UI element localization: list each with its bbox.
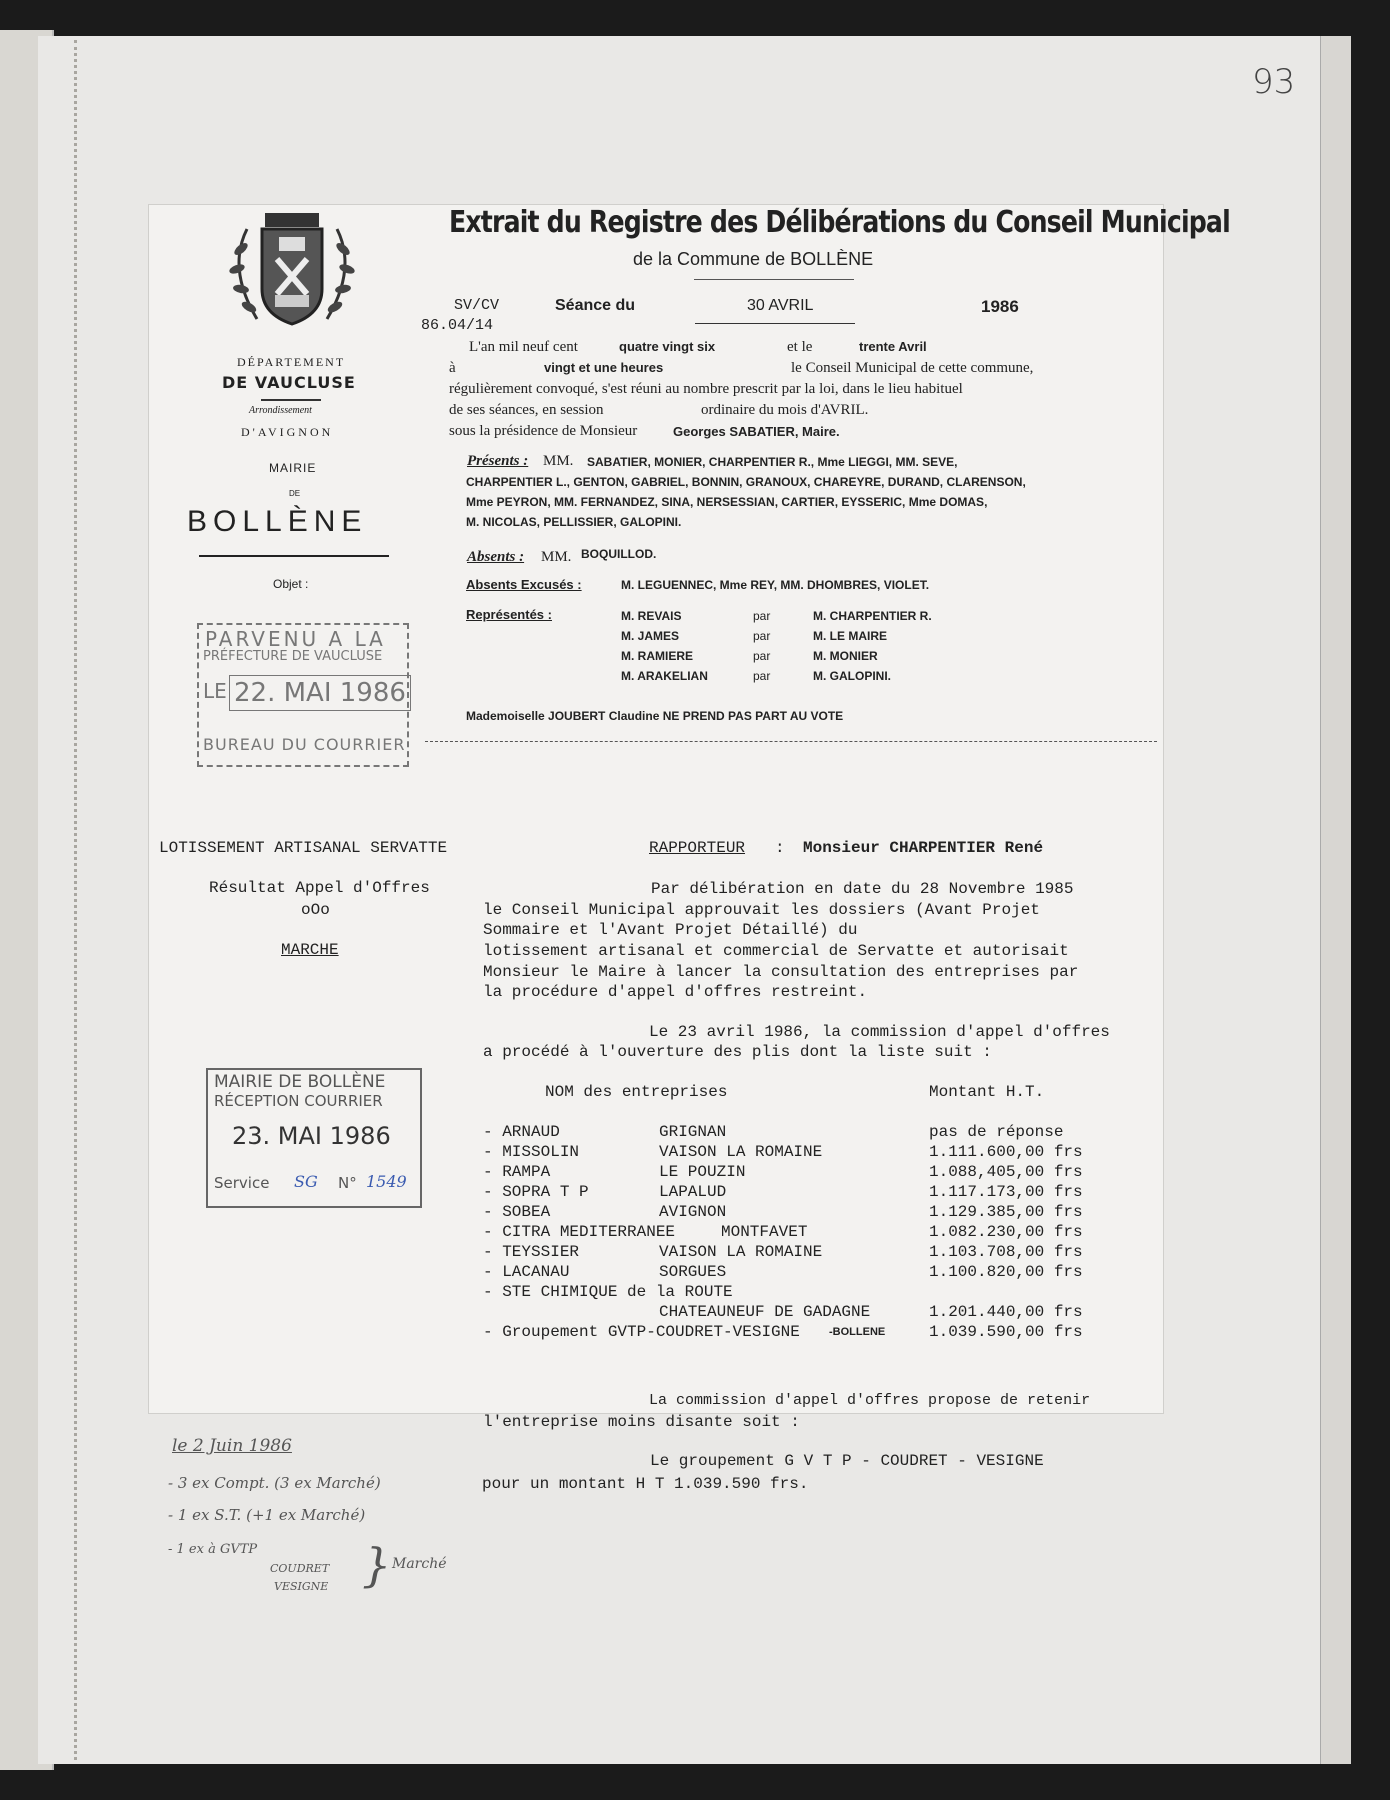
table-col-name: NOM des entreprises <box>545 1083 728 1101</box>
table-row-9-name: - STE CHIMIQUE de la ROUTE <box>483 1283 733 1301</box>
avignon-label: D'AVIGNON <box>241 425 334 439</box>
intro-l1d: trente Avril <box>859 339 927 354</box>
body-p1-line3: Sommaire et l'Avant Projet Détaillé) du <box>483 921 858 939</box>
table-row-1-city: GRIGNAN <box>659 1123 727 1141</box>
stamp2-service: Service <box>214 1174 270 1192</box>
conclusion-l2: l'entreprise moins disante soit : <box>483 1413 800 1431</box>
rep-by-4: M. GALOPINI. <box>813 669 891 683</box>
stamp2-num-value: 1549 <box>366 1172 407 1191</box>
stamp-line2: PRÉFECTURE DE VAUCLUSE <box>203 649 383 664</box>
table-row-1-amount: pas de réponse <box>929 1123 1064 1141</box>
stamp2-date: 23. MAI 1986 <box>232 1122 391 1150</box>
excuses-names: M. LEGUENNEC, Mme REY, MM. DHOMBRES, VIOLET. <box>621 578 930 592</box>
table-row-4-name: - SOPRA T P <box>483 1183 589 1201</box>
seance-date-rule <box>695 323 855 324</box>
conclusion-l4: pour un montant H T 1.039.590 frs. <box>482 1475 809 1493</box>
intro-l5b: Georges SABATIER, Maire. <box>673 424 840 439</box>
table-row-3-city: LE POUZIN <box>659 1163 746 1181</box>
table-row-11-city: -BOLLENE <box>829 1326 886 1338</box>
subject-line4: MARCHE <box>281 941 339 959</box>
absents-names: BOQUILLOD. <box>581 547 657 561</box>
absents-label: Absents : <box>467 549 525 565</box>
intro-l2b: vingt et une heures <box>544 360 664 375</box>
vaucluse-label: DE VAUCLUSE <box>222 373 356 392</box>
conclusion-l3: Le groupement G V T P - COUDRET - VESIGNE <box>650 1452 1044 1470</box>
table-row-6-city: MONTFAVET <box>721 1223 808 1241</box>
document-subtitle: de la Commune de BOLLÈNE <box>633 249 874 269</box>
stamp-date: 22. MAI 1986 <box>229 675 411 711</box>
table-row-3-amount: 1.088,405,00 frs <box>929 1163 1083 1181</box>
document-title: Extrait du Registre des Délibérations du Conseil Municipal <box>449 205 1230 240</box>
departement-label: DÉPARTEMENT <box>237 355 346 369</box>
rapporteur-label: RAPPORTEUR <box>649 839 746 857</box>
body-p2-line1: Le 23 avril 1986, la commission d'appel d'offres <box>649 1023 1110 1041</box>
rep-who-3: M. RAMIERE <box>621 649 693 663</box>
seance-ref2: 86.04/14 <box>421 317 494 334</box>
dashed-separator <box>425 741 1157 742</box>
table-row-8-city: SORGUES <box>659 1263 727 1281</box>
handwritten-line1: - 3 ex Compt. (3 ex Marché) <box>168 1474 381 1492</box>
body-p1-line2: le Conseil Municipal approuvait les dossiers (Avant Projet <box>483 901 1040 919</box>
stamp-line1: PARVENU A LA <box>205 627 386 651</box>
body-p2-line2: a procédé à l'ouverture des plis dont la liste suit : <box>483 1043 992 1061</box>
stamp2-num-label: N° <box>338 1174 357 1192</box>
rapporteur-name: Monsieur CHARPENTIER René <box>803 839 1044 857</box>
handwritten-brace-label: Marché <box>392 1556 447 1572</box>
body-p1-line1: Par délibération en date du 28 Novembre 1985 <box>651 880 1074 898</box>
intro-l1a: L'an mil neuf cent <box>469 339 578 355</box>
table-row-4-city: LAPALUD <box>659 1183 727 1201</box>
subject-line2: Résultat Appel d'Offres <box>209 879 430 897</box>
intro-l1c: et le <box>787 339 813 355</box>
mairie-label: MAIRIE <box>269 461 317 475</box>
seance-label: Séance du <box>555 297 636 314</box>
stamp-le: LE <box>203 679 227 703</box>
rep-who-2: M. JAMES <box>621 629 680 643</box>
intro-l4a: de ses séances, en session <box>449 402 604 418</box>
intro-l3: régulièrement convoqué, s'est réuni au nombre prescrit par la loi, dans le lieu habituel <box>449 381 963 397</box>
rep-par-1: par <box>753 609 771 623</box>
presents-line3: Mme PEYRON, MM. FERNANDEZ, SINA, NERSESSIAN, CARTIER, EYSSERIC, Mme DOMAS, <box>466 495 988 509</box>
stamp2-line1: MAIRIE DE BOLLÈNE <box>214 1072 386 1092</box>
table-row-11-amount: 1.039.590,00 frs <box>929 1323 1083 1341</box>
table-row-4-amount: 1.117.173,00 frs <box>929 1183 1083 1201</box>
excuses-label: Absents Excusés : <box>466 577 582 592</box>
bollene-underline <box>199 555 389 557</box>
rapporteur-colon: : <box>775 839 785 857</box>
intro-l2c: le Conseil Municipal de cette commune, <box>791 360 1034 376</box>
subject-line3: oOo <box>301 901 330 919</box>
intro-l2a: à <box>449 360 456 376</box>
table-row-5-amount: 1.129.385,00 frs <box>929 1203 1083 1221</box>
seance-year: 1986 <box>981 297 1019 316</box>
table-row-5-name: - SOBEA <box>483 1203 551 1221</box>
presents-line4: M. NICOLAS, PELLISSIER, GALOPINI. <box>466 515 682 529</box>
table-row-2-city: VAISON LA ROMAINE <box>659 1143 823 1161</box>
de-label: DE <box>289 489 301 498</box>
presents-mm: MM. <box>543 453 574 469</box>
body-p1-line6: la procédure d'appel d'offres restreint. <box>483 983 868 1001</box>
handwritten-brace: } <box>362 1538 392 1592</box>
rep-par-4: par <box>753 669 771 683</box>
rep-who-1: M. REVAIS <box>621 609 682 623</box>
rep-by-1: M. CHARPENTIER R. <box>813 609 932 623</box>
arrondissement-label: Arrondissement <box>249 405 312 416</box>
intro-l1b: quatre vingt six <box>619 339 716 354</box>
coat-of-arms-icon <box>217 209 367 339</box>
binding-holes <box>74 40 87 1760</box>
table-row-1-name: - ARNAUD <box>483 1123 560 1141</box>
deliberation-sheet <box>148 204 1230 1431</box>
presents-label: Présents : <box>467 453 529 469</box>
handwritten-line3: - 1 ex à GVTP <box>168 1542 258 1557</box>
presents-line2: CHARPENTIER L., GENTON, GABRIEL, BONNIN, GRANOUX, CHAREYRE, DURAND, CLARENSON, <box>466 475 1026 489</box>
rep-by-2: M. LE MAIRE <box>813 629 887 643</box>
table-row-6-name: - CITRA MEDITERRANEE <box>483 1223 676 1241</box>
representes-label: Représentés : <box>466 607 552 622</box>
table-row-5-city: AVIGNON <box>659 1203 727 1221</box>
divider-line <box>261 399 321 401</box>
rep-par-3: par <box>753 649 771 663</box>
table-row-3-name: - RAMPA <box>483 1163 551 1181</box>
table-row-2-amount: 1.111.600,00 frs <box>929 1143 1083 1161</box>
prefecture-stamp <box>197 623 409 767</box>
subtitle-rule <box>694 279 854 280</box>
reception-stamp <box>206 1068 422 1208</box>
intro-l4b: ordinaire du mois d'AVRIL. <box>701 402 869 418</box>
conclusion-l1: La commission d'appel d'offres propose de retenir <box>649 1392 1091 1409</box>
vote-note: Mademoiselle JOUBERT Claudine NE PREND PAS PART AU VOTE <box>466 709 844 723</box>
table-row-7-amount: 1.103.708,00 frs <box>929 1243 1083 1261</box>
table-col-amount: Montant H.T. <box>929 1083 1045 1101</box>
stamp-line4: BUREAU DU COURRIER <box>203 735 406 754</box>
seance-date: 30 AVRIL <box>747 297 814 314</box>
rep-who-4: M. ARAKELIAN <box>621 669 708 683</box>
table-row-6-amount: 1.082.230,00 frs <box>929 1223 1083 1241</box>
handwritten-line5: VESIGNE <box>274 1580 329 1593</box>
table-row-10-city: CHATEAUNEUF DE GADAGNE <box>659 1303 871 1321</box>
table-row-10-amount: 1.201.440,00 frs <box>929 1303 1083 1321</box>
handwritten-date: le 2 Juin 1986 <box>172 1436 292 1456</box>
rep-par-2: par <box>753 629 771 643</box>
bollene-title: BOLLÈNE <box>187 505 368 538</box>
stamp2-service-value: SG <box>294 1172 318 1191</box>
table-row-7-city: VAISON LA ROMAINE <box>659 1243 823 1261</box>
page-number: 93 <box>1252 62 1296 102</box>
subject-title: LOTISSEMENT ARTISANAL SERVATTE <box>159 839 448 857</box>
presents-line1: SABATIER, MONIER, CHARPENTIER R., Mme LIEGGI, MM. SEVE, <box>587 455 958 469</box>
handwritten-line2: - 1 ex S.T. (+1 ex Marché) <box>168 1506 366 1524</box>
body-p1-line4: lotissement artisanal et commercial de Servatte et autorisait <box>483 942 1069 960</box>
absents-mm: MM. <box>541 549 572 565</box>
objet-label: Objet : <box>273 577 309 591</box>
page-edge <box>1320 36 1351 1764</box>
table-row-8-name: - LACANAU <box>483 1263 570 1281</box>
handwritten-line4: COUDRET <box>270 1562 330 1575</box>
table-row-8-amount: 1.100.820,00 frs <box>929 1263 1083 1281</box>
intro-l5a: sous la présidence de Monsieur <box>449 423 638 439</box>
rep-by-3: M. MONIER <box>813 649 878 663</box>
stamp2-line2: RÉCEPTION COURRIER <box>214 1092 383 1110</box>
table-row-2-name: - MISSOLIN <box>483 1143 580 1161</box>
table-row-11-name: - Groupement GVTP-COUDRET-VESIGNE <box>483 1323 800 1341</box>
table-row-7-name: - TEYSSIER <box>483 1243 580 1261</box>
seance-ref1: SV/CV <box>454 297 500 314</box>
body-p1-line5: Monsieur le Maire à lancer la consultation des entreprises par <box>483 963 1079 981</box>
